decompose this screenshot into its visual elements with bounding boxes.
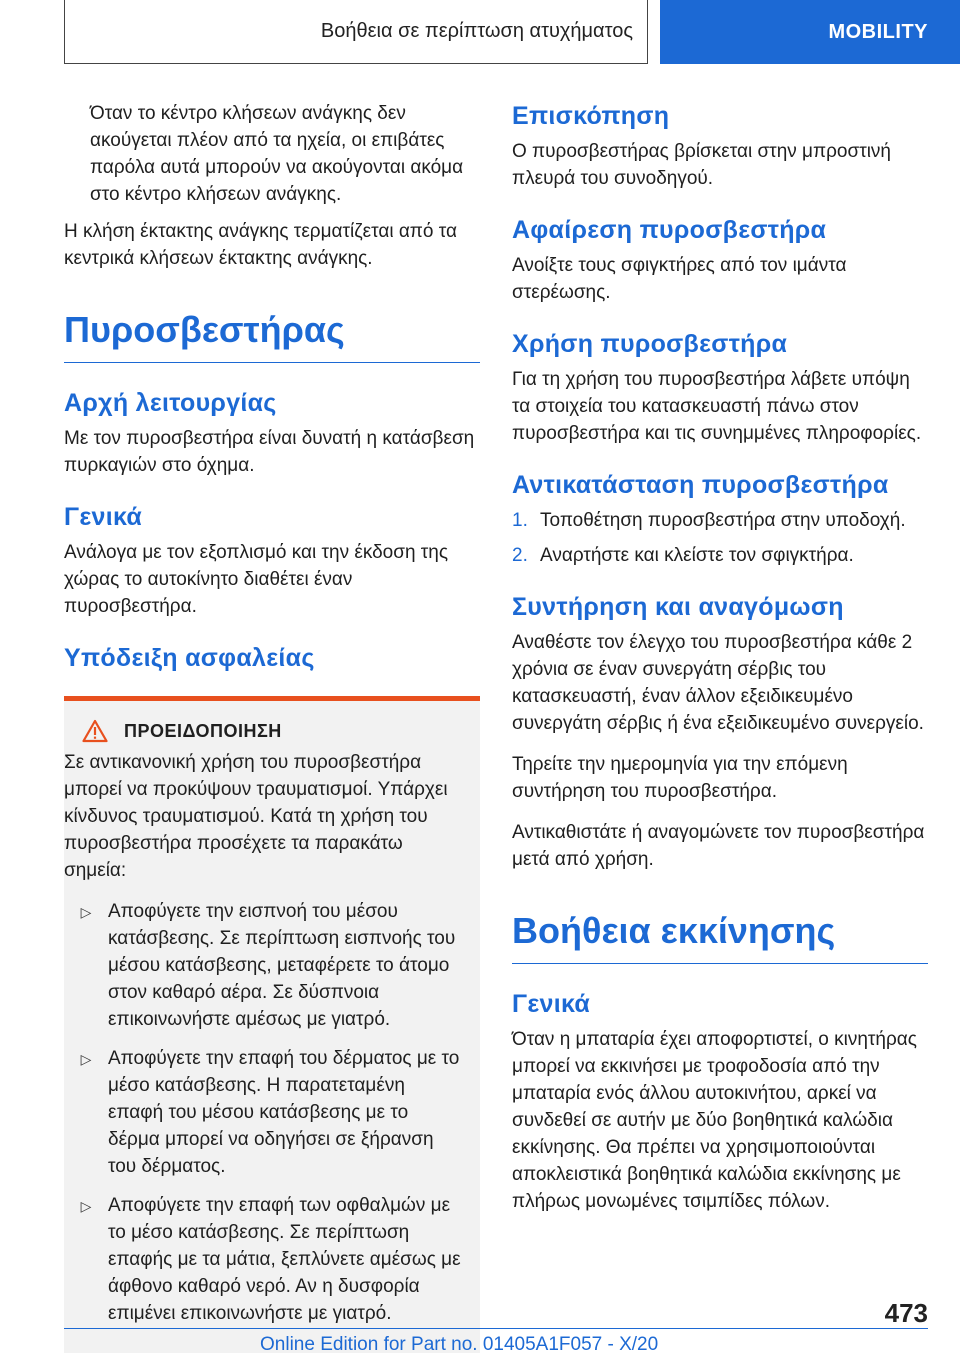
heading-overview: Επισκόπηση: [512, 102, 670, 130]
heading-jump-general: Γενικά: [512, 990, 591, 1018]
header-chapter-tab: [660, 0, 960, 64]
heading-jump-start: Βοήθεια εκκίνησης: [512, 909, 928, 964]
maintenance-text-2: Τηρείτε την ημερομηνία για την επόμενη συντήρηση του πυροσβεστήρα.: [512, 754, 848, 802]
left-column: [64, 100, 480, 1353]
heading-safety: Υπόδειξη ασφαλείας: [64, 644, 315, 672]
warning-triangle-icon: [82, 719, 108, 743]
list-item: [64, 1045, 462, 1180]
triangle-bullet-icon: ▷: [80, 1198, 92, 1214]
right-column: [512, 100, 928, 1229]
footer-divider: [64, 1328, 928, 1329]
list-item: [512, 507, 928, 534]
heading-use: Χρήση πυροσβεστήρα: [512, 330, 788, 358]
heading-replace: Αντικατάσταση πυροσβεστήρα: [512, 471, 889, 499]
maintenance-text-3: Αντικαθιστάτε ή αναγομώνετε τον πυροσβεστήρα μετά από χρήση.: [512, 822, 925, 870]
step-number: 2.: [512, 545, 528, 566]
step-text: Αναρτήστε και κλείστε τον σφιγκτήρα.: [540, 545, 854, 566]
remove-text: Ανοίξτε τους σφιγκτήρες από τον ιμάντα στερέωσης.: [512, 255, 847, 303]
jump-general-text: Όταν η μπαταρία έχει αποφορτιστεί, ο κινητήρας μπορεί να εκκινήσει με τροφοδοσία από την μπαταρία ενός άλλου αυτοκινήτου, αρκεί να συνδεθεί σε αυτήν με δύο βοηθητικά καλώδια εκκίνησης. Θα πρέπει να χρησιμοποιούνται αποκλειστικά βοηθητικά καλώδια εκκίνησης με πλήρως μονωμένες τσιμπίδες πόλων.: [512, 1029, 917, 1212]
replace-steps: [512, 507, 928, 569]
warning-box: [64, 696, 480, 1353]
heading-maintenance: Συντήρηση και αναγόμωση: [512, 593, 844, 621]
chapter-title: MOBILITY: [828, 20, 928, 43]
use-text: Για τη χρήση του πυροσβεστήρα λάβετε υπόψη τα στοιχεία του κατασκευαστή πάνω στον πυροσβεστήρα και τις συνημμένες πληροφορίες.: [512, 369, 922, 444]
step-number: 1.: [512, 510, 528, 531]
bullet-text: Αποφύγετε την επαφή των οφθαλμών με το μέσο κατάσβεσης. Σε περίπτωση επαφής με τα μάτια, ξεπλύνετε αμέσως με άφθονο καθαρό νερό. Αν η δυσφορία επιμένει επικοινωνήστε με γιατρό.: [108, 1195, 461, 1324]
list-item: [64, 1192, 462, 1327]
warning-text: Σε αντικανονική χρήση του πυροσβεστήρα μπορεί να προκύψουν τραυματισμοί. Υπάρχει κίνδυνος τραυματισμού. Κατά τη χρήση του πυροσβεστήρα προσέχετε τα παρακάτω σημεία:: [64, 752, 448, 881]
bullet-text: Αποφύγετε την εισπνοή του μέσου κατάσβεσης. Σε περίπτωση εισπνοής του μέσου κατάσβεσης, μεταφέρετε το άτομο στον καθαρό αέρα. Σε δύσπνοια επικοινωνήστε αμέσως με γιατρό.: [108, 901, 456, 1030]
list-item: [64, 898, 462, 1033]
warning-bullets: [64, 898, 462, 1327]
section-title: Βοήθεια σε περίπτωση ατυχήματος: [320, 20, 633, 42]
warning-header: [64, 719, 462, 743]
footer-edition: Online Edition for Part no. 01405A1F057 - X/20: [260, 1334, 659, 1355]
triangle-bullet-icon: ▷: [80, 904, 92, 920]
maintenance-text-1: Αναθέστε τον έλεγχο του πυροσβεστήρα κάθε 2 χρόνια σε έναν συνεργάτη σέρβις του κατασκευαστή, έναν άλλον εξειδικευμένο συνεργάτη σέρβις ή ένα εξειδικευμένο συνεργείο.: [512, 632, 924, 734]
header-section-title: [64, 0, 648, 64]
list-item: [512, 542, 928, 569]
principle-text: Με τον πυροσβεστήρα είναι δυνατή η κατάσβεση πυρκαγιών στο όχημα.: [64, 428, 475, 476]
bullet-text: Αποφύγετε την επαφή του δέρματος με το μέσο κατάσβεσης. Η παρατεταμένη επαφή του μέσου κατάσβεσης με το δέρμα μπορεί να οδηγήσει σε ξήρανση του δέρματος.: [108, 1048, 460, 1177]
heading-remove: Αφαίρεση πυροσβεστήρα: [512, 216, 827, 244]
warning-title: ΠΡΟΕΙΔΟΠΟΙΗΣΗ: [124, 720, 282, 741]
intro-paragraph: Η κλήση έκτακτης ανάγκης τερματίζεται από τα κεντρικά κλήσεων έκτακτης ανάγκης.: [64, 221, 457, 269]
page-number: 473: [884, 1298, 928, 1328]
heading-general: Γενικά: [64, 503, 143, 531]
heading-principle: Αρχή λειτουργίας: [64, 389, 277, 417]
intro-indent-text: Όταν το κέντρο κλήσεων ανάγκης δεν ακούγεται πλέον από τα ηχεία, οι επιβάτες παρόλα αυτά μπορούν να ακούγονται ακόμα στο κέντρο κλήσεων ανάγκης.: [90, 103, 464, 205]
general-text: Ανάλογα με τον εξοπλισμό και την έκδοση της χώρας το αυτοκίνητο διαθέτει έναν πυροσβεστήρα.: [64, 542, 449, 617]
step-text: Τοποθέτηση πυροσβεστήρα στην υποδοχή.: [540, 510, 906, 531]
warning-body: [64, 749, 462, 1327]
triangle-bullet-icon: ▷: [80, 1051, 92, 1067]
heading-fire-extinguisher: Πυροσβεστήρας: [64, 308, 480, 363]
overview-text: Ο πυροσβεστήρας βρίσκεται στην μπροστινή πλευρά του συνοδηγού.: [512, 141, 891, 189]
